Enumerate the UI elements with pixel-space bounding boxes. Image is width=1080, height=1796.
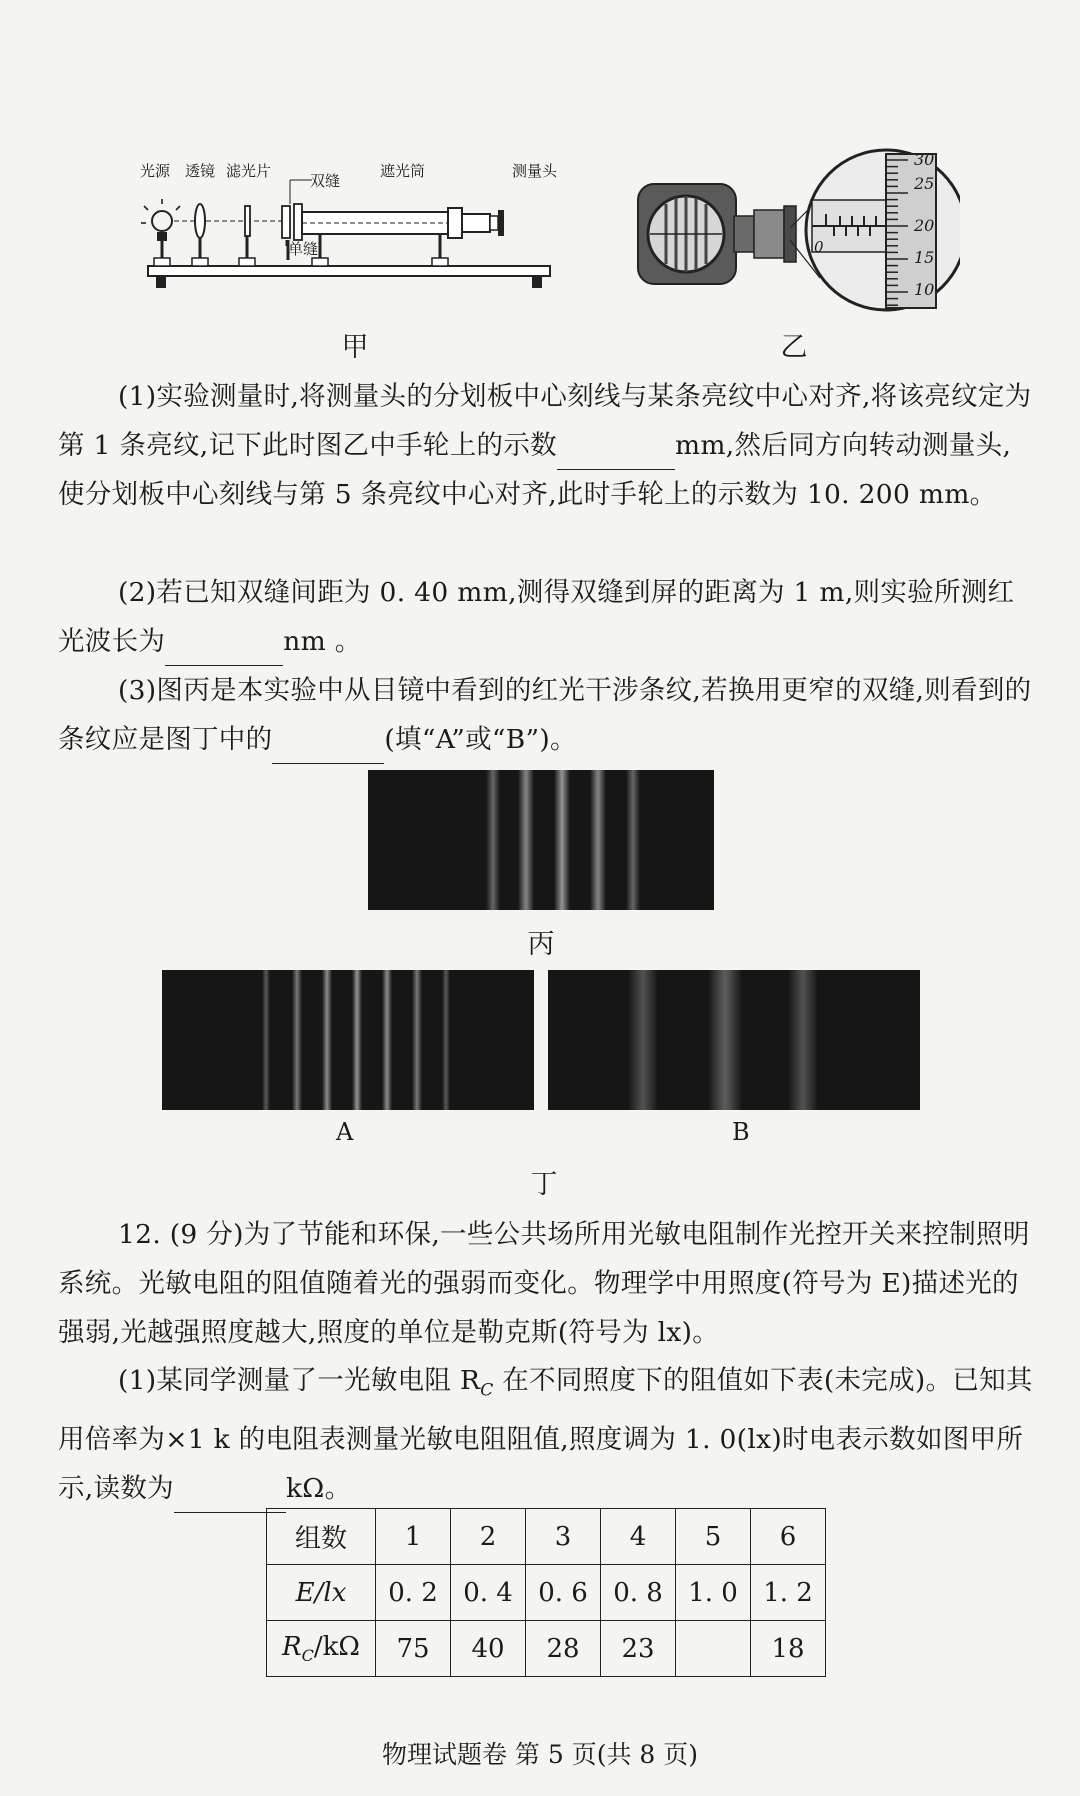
fringe-image-bing — [368, 770, 714, 910]
label-lens: 透镜 — [185, 162, 216, 180]
header-resistance-r: R — [282, 1631, 302, 1662]
caption-bing: 丙 — [527, 929, 555, 960]
group-cell: 1 — [376, 1509, 451, 1565]
q11-part1 — [58, 372, 1033, 519]
resistance-cell-empty[interactable] — [676, 1621, 751, 1677]
illuminance-cell: 0. 2 — [376, 1565, 451, 1621]
header-resistance — [267, 1621, 376, 1677]
caption-jia: 甲 — [341, 332, 369, 363]
label-single-slit: 单缝 — [288, 240, 319, 258]
apparatus-diagram — [140, 168, 560, 298]
q12-part1-text-a: (1)某同学测量了一光敏电阻 R — [118, 1365, 481, 1396]
q12-part1-sub: C — [480, 1380, 494, 1401]
illuminance-cell: 0. 8 — [601, 1565, 676, 1621]
label-measure-head: 测量头 — [512, 162, 558, 180]
group-cell: 6 — [751, 1509, 826, 1565]
scale-mark-15: 15 — [914, 248, 935, 267]
scale-mark-30: 30 — [914, 150, 935, 169]
answer-blank-2[interactable] — [165, 635, 283, 666]
q12-intro-text: 12. (9 分)为了节能和环保,一些公共场所用光敏电阻制作光控开关来控制照明系统。光敏电阻的阻值随着光的强弱而变化。物理学中用照度(符号为 E)描述光的强弱,光越强照度越大,照度的单位是勒克斯(符号为 lx)。 — [58, 1219, 1030, 1348]
figure-yi — [630, 148, 960, 313]
scale-mark-10: 10 — [914, 280, 935, 299]
q12-part1-text-b: 在不同照度下的阻值如下表(未完成)。已知其用倍率为×1 k 的电阻表测量光敏电阻阻值,照度调为 1. 0(lx)时电表示数如图甲所示,读数为 — [58, 1365, 1033, 1505]
fringes-bing — [368, 770, 714, 910]
label-a: A — [336, 1118, 354, 1146]
micrometer-drawing — [630, 148, 960, 313]
q12-intro — [58, 1210, 1033, 1357]
fringe-image-b — [548, 970, 920, 1110]
header-groups: 组数 — [267, 1509, 376, 1565]
label-double-slit: 双缝 — [310, 172, 341, 190]
illuminance-cell: 0. 6 — [526, 1565, 601, 1621]
table-row-illuminance — [267, 1565, 826, 1621]
q11-part1-text-b: mm,然后同方向转动测量头,使分划板中心刻线与第 5 条亮纹中心对齐,此时手轮上的示数为 10. 200 mm。 — [58, 430, 1012, 510]
q11-part2-text-a: (2)若已知双缝间距为 0. 40 mm,测得双缝到屏的距离为 1 m,则实验所测红光波长为 — [58, 577, 1015, 657]
q12-part1-text-c: kΩ。 — [285, 1473, 352, 1505]
q12-part1 — [58, 1356, 1033, 1513]
q11-part3-text-a: (3)图丙是本实验中从目镜中看到的红光干涉条纹,若换用更窄的双缝,则看到的条纹应是图丁中的 — [58, 675, 1032, 755]
table-row-resistance — [267, 1621, 826, 1677]
q11-part3 — [58, 666, 1033, 764]
header-resistance-sub: C — [301, 1646, 314, 1666]
answer-blank-1[interactable] — [557, 439, 675, 470]
resistance-cell: 23 — [601, 1621, 676, 1677]
label-filter: 滤光片 — [226, 162, 272, 180]
answer-blank-3[interactable] — [272, 733, 384, 764]
resistance-cell: 40 — [451, 1621, 526, 1677]
label-b: B — [732, 1118, 750, 1146]
page-footer: 物理试题卷 第 5 页(共 8 页) — [381, 1740, 699, 1769]
illuminance-cell: 1. 0 — [676, 1565, 751, 1621]
fringes-a — [162, 970, 534, 1110]
figure-jia — [140, 162, 560, 298]
fringes-b — [548, 970, 920, 1110]
group-cell: 4 — [601, 1509, 676, 1565]
group-cell: 5 — [676, 1509, 751, 1565]
header-resistance-unit: /kΩ — [313, 1631, 360, 1662]
fringe-image-a — [162, 970, 534, 1110]
scale-mark-20: 20 — [914, 216, 935, 235]
table-row-groups — [267, 1509, 826, 1565]
group-cell: 3 — [526, 1509, 601, 1565]
q11-part1-text-a: (1)实验测量时,将测量头的分划板中心刻线与某条亮纹中心对齐,将该亮纹定为第 1 条亮纹,记下此时图乙中手轮上的示数 — [58, 381, 1032, 461]
header-illuminance: E/lx — [267, 1565, 376, 1621]
zero-mark: 0 — [814, 238, 824, 256]
label-light-source: 光源 — [140, 162, 171, 180]
illuminance-cell: 1. 2 — [751, 1565, 826, 1621]
scale-mark-25: 25 — [914, 174, 935, 193]
q11-part2-text-b: nm 。 — [283, 626, 362, 657]
q11-part2 — [58, 568, 1033, 666]
resistance-table — [266, 1508, 826, 1677]
caption-ding: 丁 — [530, 1169, 558, 1200]
resistance-cell: 75 — [376, 1621, 451, 1677]
caption-yi: 乙 — [780, 332, 808, 363]
group-cell: 2 — [451, 1509, 526, 1565]
resistance-cell: 18 — [751, 1621, 826, 1677]
label-shade-tube: 遮光筒 — [380, 162, 426, 180]
resistance-cell: 28 — [526, 1621, 601, 1677]
illuminance-cell: 0. 4 — [451, 1565, 526, 1621]
q11-part3-text-b: (填“A”或“B”)。 — [384, 724, 577, 755]
